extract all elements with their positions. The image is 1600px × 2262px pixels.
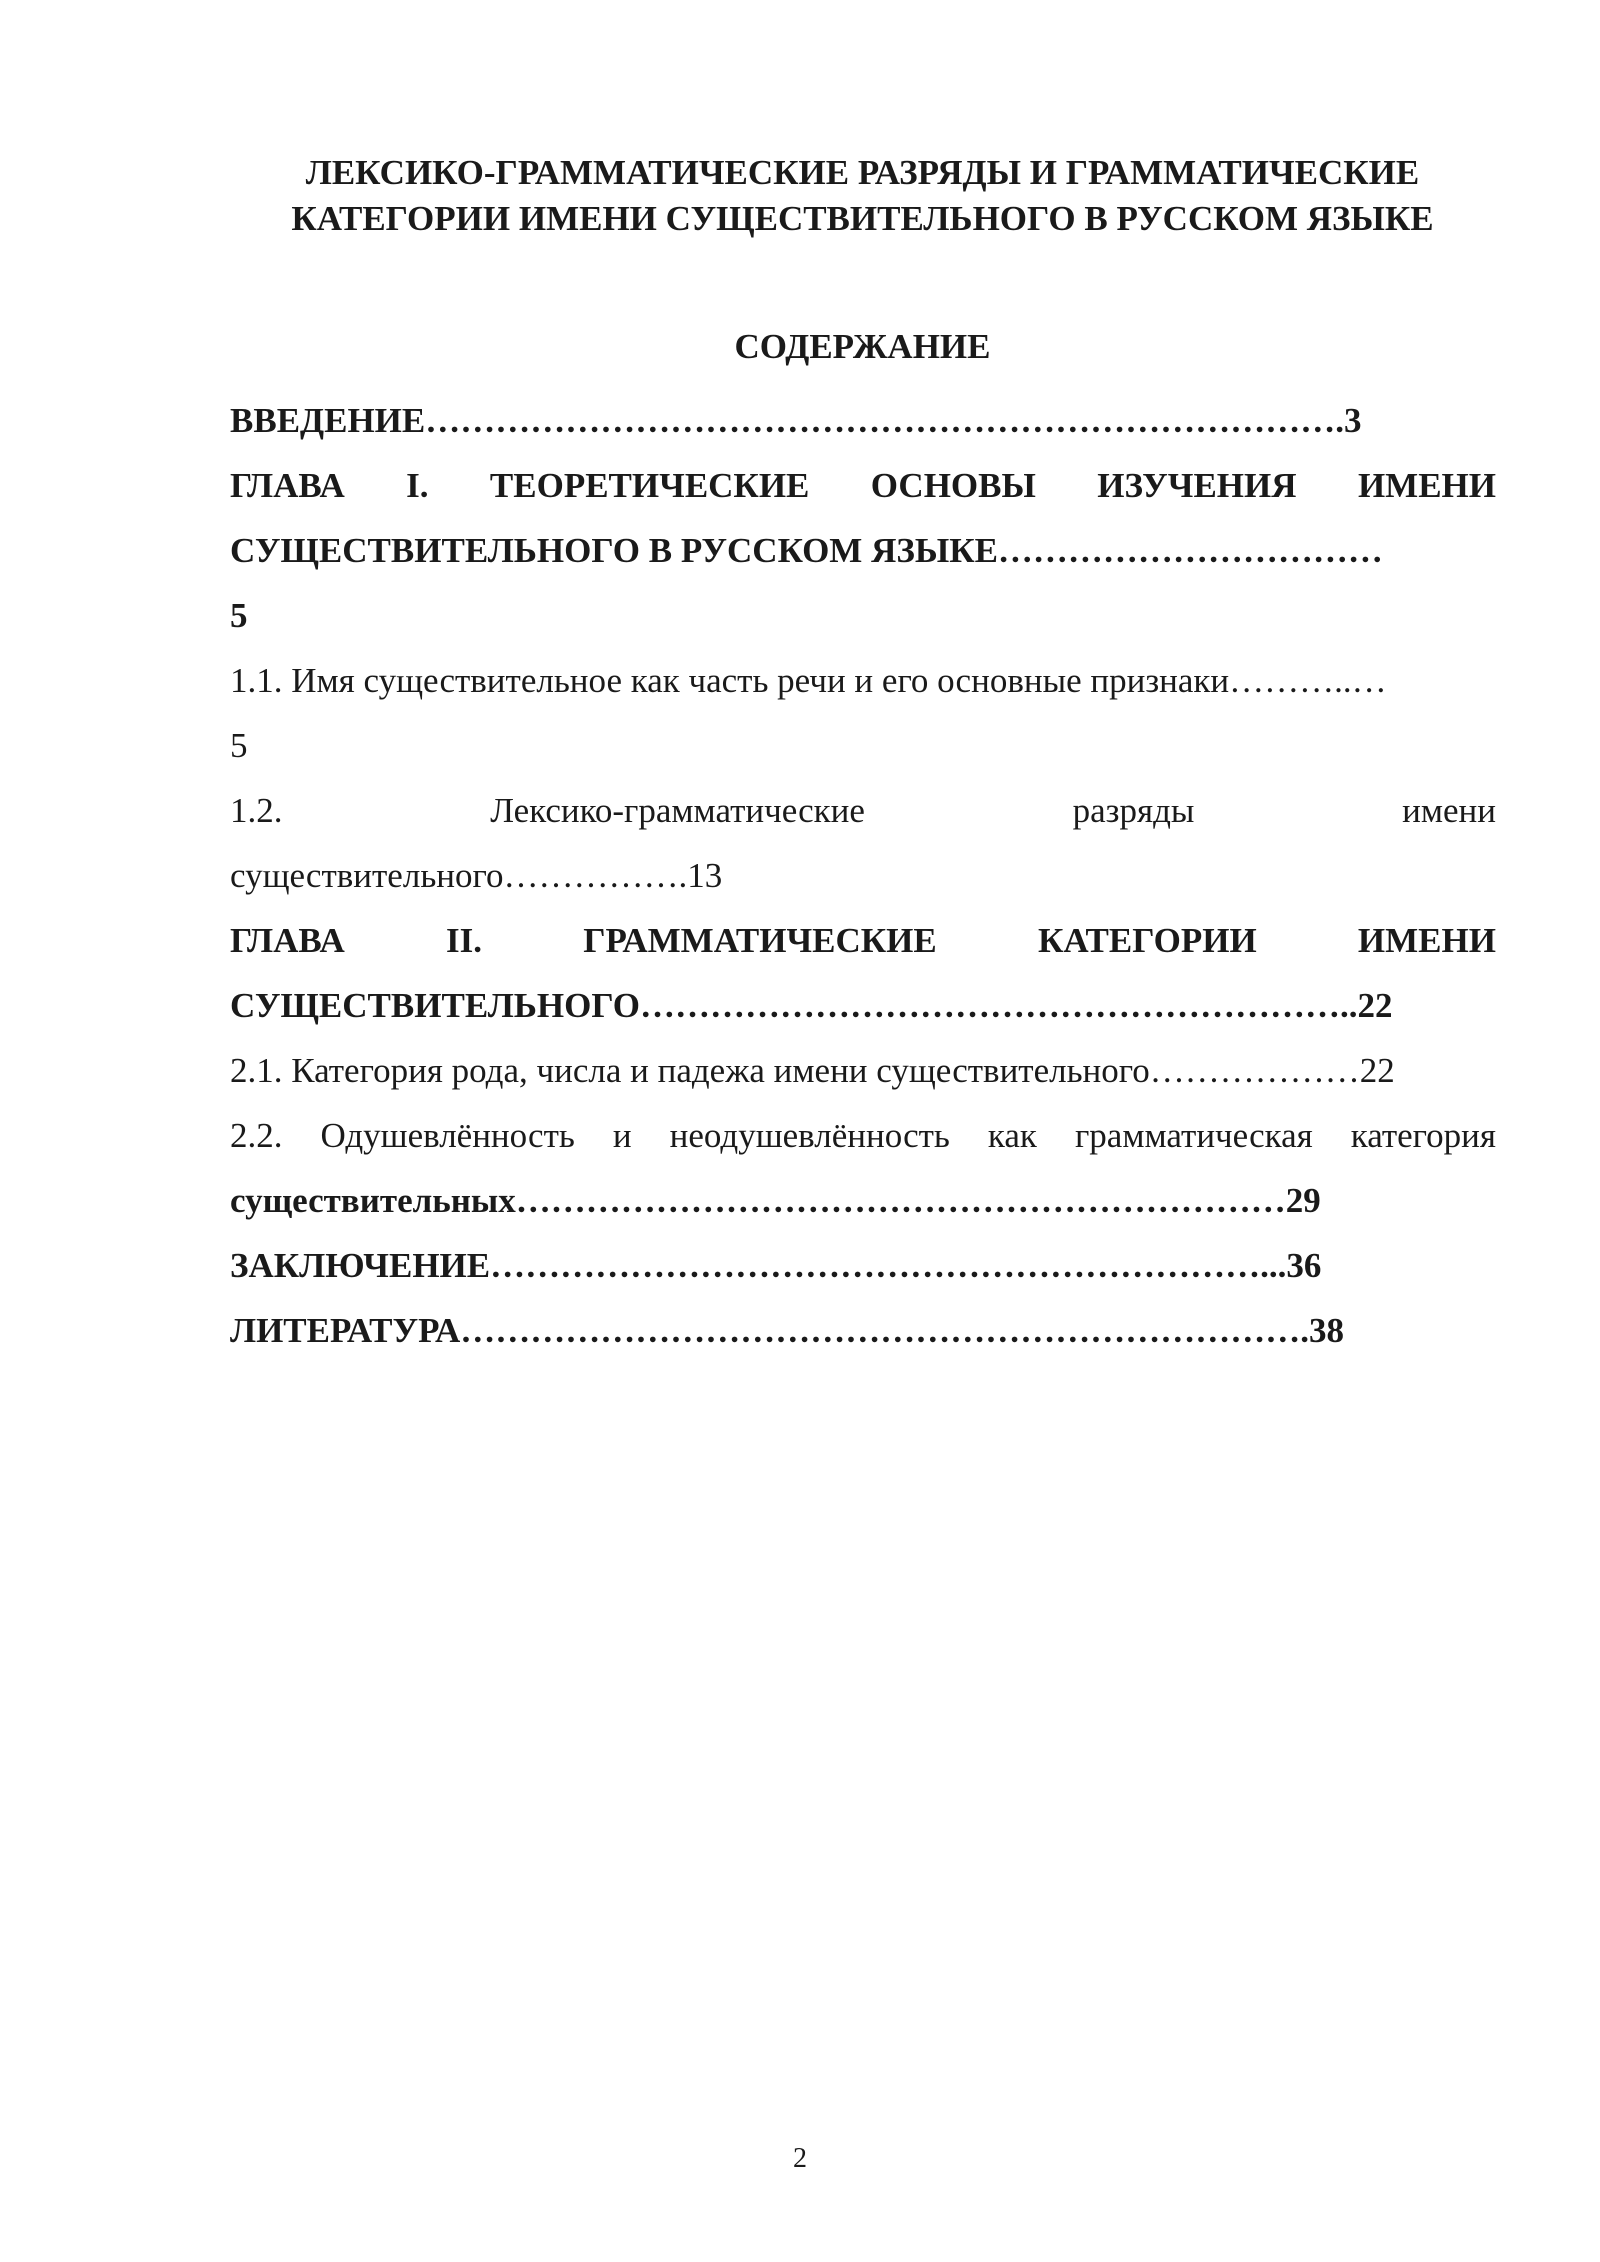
toc-entry-chapter-1-line-2: СУЩЕСТВИТЕЛЬНОГО В РУССКОМ ЯЗЫКЕ…………………………… bbox=[230, 531, 1383, 570]
toc-word: ОСНОВЫ bbox=[870, 466, 1036, 505]
toc-word: и bbox=[612, 1116, 632, 1155]
toc-entry-section-2-1: 2.1. Категория рода, числа и падежа имени существительного………………22 bbox=[230, 1051, 1395, 1090]
toc-word: ИМЕНИ bbox=[1357, 466, 1496, 505]
table-of-contents bbox=[230, 388, 1496, 1363]
toc-entry-section-1-1-page: 5 bbox=[230, 726, 248, 765]
toc-word: 2.2. bbox=[230, 1116, 283, 1155]
toc-entry-conclusion: ЗАКЛЮЧЕНИЕ…………………………………………………………...36 bbox=[230, 1246, 1322, 1285]
toc-entry-section-1-2-line-1 bbox=[230, 778, 1496, 843]
toc-word: как bbox=[987, 1116, 1037, 1155]
toc-word: категория bbox=[1350, 1116, 1496, 1155]
toc-word: ТЕОРЕТИЧЕСКИЕ bbox=[489, 466, 810, 505]
document-title bbox=[200, 150, 1525, 242]
page-number: 2 bbox=[793, 2143, 807, 2174]
toc-word: неодушевлённость bbox=[669, 1116, 950, 1155]
toc-heading: СОДЕРЖАНИЕ bbox=[734, 327, 991, 366]
toc-entry-section-1-2-line-2: существительного…………….13 bbox=[230, 856, 723, 895]
toc-entry-section-2-2-line-1 bbox=[230, 1103, 1496, 1168]
toc-word: ГРАММАТИЧЕСКИЕ bbox=[583, 921, 937, 960]
toc-word: II. bbox=[445, 921, 482, 960]
toc-word: ИЗУЧЕНИЯ bbox=[1097, 466, 1297, 505]
toc-word: I. bbox=[406, 466, 429, 505]
title-line-1: ЛЕКСИКО-ГРАММАТИЧЕСКИЕ РАЗРЯДЫ И ГРАММАТИЧЕСКИЕ bbox=[305, 153, 1420, 192]
toc-word: Лексико-грамматические bbox=[490, 791, 865, 830]
toc-word: ГЛАВА bbox=[230, 921, 345, 960]
title-line-2: КАТЕГОРИИ ИМЕНИ СУЩЕСТВИТЕЛЬНОГО В РУССКОМ ЯЗЫКЕ bbox=[291, 199, 1434, 238]
toc-word: грамматическая bbox=[1074, 1116, 1313, 1155]
toc-entry-section-2-2-line-2: существительных…………………………………………………………29 bbox=[230, 1181, 1321, 1220]
toc-word: разряды bbox=[1072, 791, 1195, 830]
toc-word: КАТЕГОРИИ bbox=[1037, 921, 1257, 960]
toc-word: имени bbox=[1402, 791, 1496, 830]
toc-word: ГЛАВА bbox=[230, 466, 345, 505]
toc-entry-chapter-1-line-1 bbox=[230, 453, 1496, 518]
toc-entry-references: ЛИТЕРАТУРА……………………………………………………………….38 bbox=[230, 1311, 1345, 1350]
toc-word: Одушевлённость bbox=[320, 1116, 575, 1155]
toc-entry-chapter-2-line-1 bbox=[230, 908, 1496, 973]
toc-entry-section-1-1: 1.1. Имя существительное как часть речи и его основные признаки………..… bbox=[230, 661, 1387, 700]
toc-word: ИМЕНИ bbox=[1357, 921, 1496, 960]
toc-word: 1.2. bbox=[230, 791, 283, 830]
toc-entry-chapter-1-page: 5 bbox=[230, 596, 248, 635]
toc-entry-introduction: ВВЕДЕНИЕ…………………………………………………………………….3 bbox=[230, 401, 1362, 440]
toc-entry-chapter-2-line-2: СУЩЕСТВИТЕЛЬНОГО……………………………………………………..22 bbox=[230, 986, 1393, 1025]
